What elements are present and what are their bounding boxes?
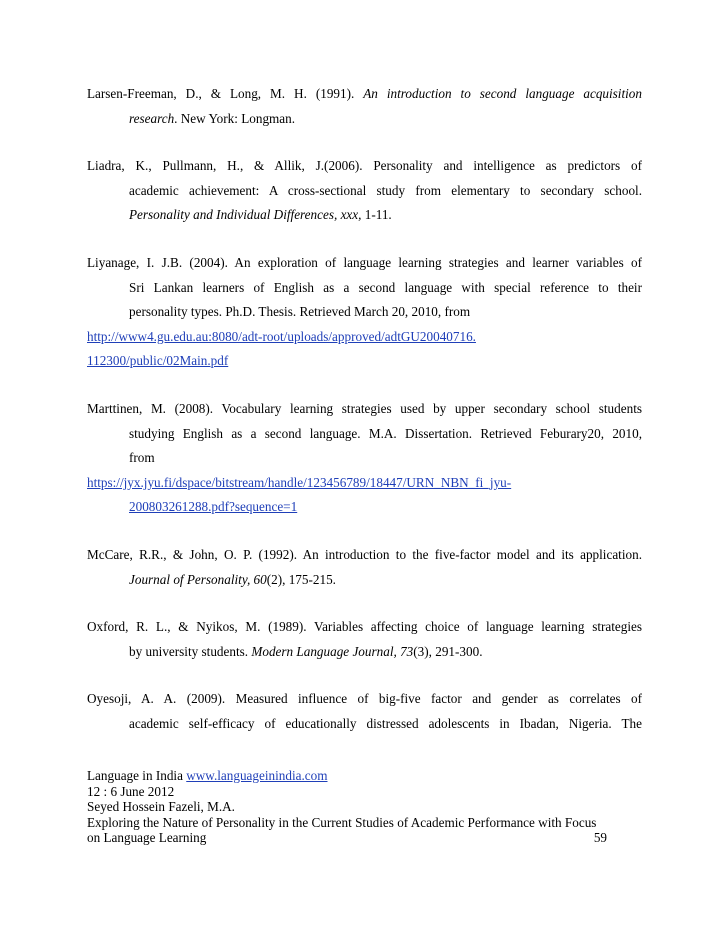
- ref-text: 1-11.: [361, 207, 392, 223]
- ref-text: Oxford, R. L., & Nyikos, M. (1989). Variables affecting choice of language learning strategies: [87, 619, 642, 635]
- ref-text: Oyesoji, A. A. (2009). Measured influence of big-five factor and gender as correlates of: [87, 691, 642, 707]
- page-footer: [87, 768, 647, 846]
- page-number: 59: [593, 830, 607, 846]
- footer-author: Seyed Hossein Fazeli, M.A.: [87, 799, 235, 815]
- reference-liadra: [87, 154, 642, 228]
- reference-url-link[interactable]: 112300/public/02Main.pdf: [87, 353, 229, 369]
- ref-journal-italic: Journal of Personality, 60: [129, 571, 267, 587]
- reference-oxford: [87, 615, 642, 664]
- reference-oyesoji: [87, 687, 642, 736]
- reference-url-link[interactable]: https://jyx.jyu.fi/dspace/bitstream/handle/123456789/18447/URN_NBN_fi_jyu-: [87, 474, 512, 490]
- reference-liyanage: [87, 251, 642, 374]
- footer-issue: 12 : 6 June 2012: [87, 783, 175, 799]
- ref-text: Sri Lankan learners of English as a second language with special reference to their: [129, 279, 642, 295]
- footer-title: on Language Learning: [87, 830, 207, 846]
- reference-url-link[interactable]: http://www4.gu.edu.au:8080/adt-root/uploads/approved/adtGU20040716.: [87, 328, 476, 344]
- ref-text: McCare, R.R., & John, O. P. (1992). An introduction to the five-factor model and its application.: [87, 546, 642, 562]
- journal-website-link[interactable]: www.languageinindia.com: [186, 768, 328, 783]
- ref-text: . New York: Longman.: [174, 110, 296, 126]
- ref-text: Liadra, K., Pullmann, H., & Allik, J.(2006). Personality and intelligence as predictors of: [87, 158, 642, 174]
- ref-text: academic self-efficacy of educationally distressed adolescents in Ibadan, Nigeria. The: [129, 715, 642, 731]
- ref-title-italic: An introduction to second language acquisition: [363, 86, 642, 101]
- ref-text: from: [129, 450, 155, 466]
- footer-journal: Language in India: [87, 768, 187, 783]
- ref-text: (3), 291-300.: [413, 643, 483, 659]
- ref-text: personality types. Ph.D. Thesis. Retrieved March 20, 2010, from: [129, 304, 471, 320]
- ref-journal-italic: Personality and Individual Differences, xxx,: [129, 207, 362, 223]
- reference-list: [87, 82, 642, 759]
- footer-title: Exploring the Nature of Personality in the Current Studies of Academic Performance with Focus: [87, 814, 597, 830]
- reference-marttinen: [87, 397, 642, 520]
- ref-text: studying English as a second language. M.A. Dissertation. Retrieved Feburary20, 2010,: [129, 425, 642, 441]
- ref-text: Larsen-Freeman, D., & Long, M. H. (1991).: [87, 86, 364, 101]
- ref-text: Marttinen, M. (2008). Vocabulary learning strategies used by upper secondary school students: [87, 400, 642, 416]
- ref-journal-italic: Modern Language Journal, 73: [251, 643, 414, 659]
- ref-text: academic achievement: A cross-sectional study from elementary to secondary school.: [129, 182, 642, 198]
- reference-mccare: [87, 543, 642, 592]
- ref-title-italic: research: [129, 110, 175, 126]
- ref-text: by university students.: [129, 643, 252, 659]
- reference-larsen: [87, 82, 642, 131]
- ref-text: (2), 175-215.: [266, 571, 336, 587]
- ref-text: Liyanage, I. J.B. (2004). An exploration of language learning strategies and learner variables of: [87, 254, 642, 270]
- reference-url-link[interactable]: 200803261288.pdf?sequence=1: [129, 499, 298, 515]
